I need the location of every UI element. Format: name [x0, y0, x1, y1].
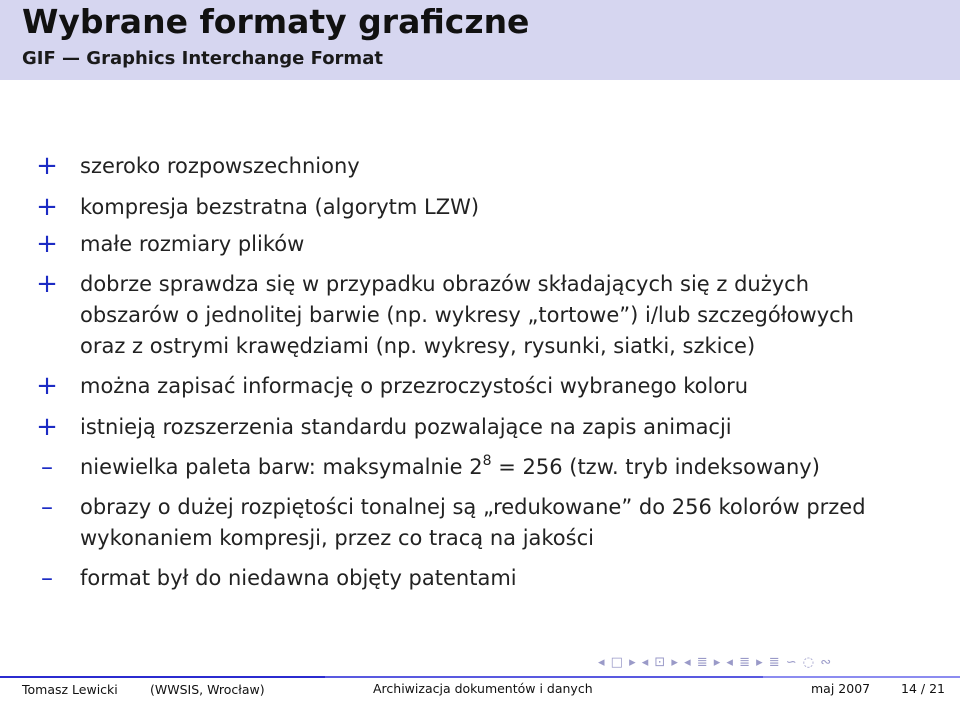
footer-date: maj 2007 [811, 681, 871, 696]
slide-footer [0, 678, 960, 700]
minus-marker-icon: – [41, 493, 53, 521]
list-item-text: format był do niedawna objęty patentami [80, 566, 517, 590]
plus-marker-icon: + [36, 371, 58, 401]
list-item-text: małe rozmiary plików [80, 232, 305, 256]
slide-subtitle: GIF — Graphics Interchange Format [22, 48, 383, 69]
footer-talk-title: Archiwizacja dokumentów i danych [373, 681, 593, 696]
footer-date-block [763, 678, 960, 700]
minus-marker-icon: – [41, 564, 53, 592]
list-item-text: szeroko rozpowszechniony [80, 154, 360, 178]
list-item [36, 192, 940, 223]
list-item-text-end: = 256 (tzw. tryb indeksowany) [491, 455, 820, 479]
list-item [41, 452, 940, 483]
list-item [36, 229, 940, 260]
list-item-text: można zapisać informację o przezroczystości wybranego koloru [80, 374, 749, 398]
list-item [36, 151, 940, 182]
footer-institution: (WWSIS, Wrocław) [150, 682, 265, 697]
plus-marker-icon: + [36, 412, 58, 442]
slide-title: Wybrane formaty graficzne [22, 2, 530, 41]
list-item [36, 412, 940, 443]
exponent: 8 [482, 453, 492, 469]
list-item-text-line-2: wykonaniem kompresji, przez co tracą na jakości [80, 526, 594, 550]
list-item-text: kompresja bezstratna (algorytm LZW) [80, 195, 480, 219]
minus-marker-icon: – [41, 453, 53, 481]
list-item [36, 269, 940, 362]
list-item-text: istnieją rozszerzenia standardu pozwalające na zapis animacji [80, 415, 732, 439]
beamer-navigation-icons[interactable]: ◂ □ ▸ ◂ ⊡ ▸ ◂ ≣ ▸ ◂ ≣ ▸ ≣ ∽ ◌ ∾ [598, 655, 833, 670]
plus-marker-icon: + [36, 229, 58, 259]
list-item [41, 492, 940, 554]
footer-author: Tomasz Lewicki [22, 682, 118, 697]
list-item-text-line-1: obrazy o dużej rozpiętości tonalnej są „redukowane” do 256 kolorów przed [80, 495, 866, 519]
footer-author-block [0, 678, 325, 701]
list-item [41, 563, 940, 594]
plus-marker-icon: + [36, 269, 58, 299]
list-item-text-line-1: dobrze sprawdza się w przypadku obrazów składających się z dużych [80, 272, 810, 296]
footer-title-block [325, 678, 763, 700]
plus-marker-icon: + [36, 192, 58, 222]
footer-page-number: 14 / 21 [901, 681, 945, 696]
list-item-text-line-2: obszarów o jednolitej barwie (np. wykresy „tortowe”) i/lub szczegółowych [80, 303, 854, 327]
list-item-text: niewielka paleta barw: maksymalnie 2 [80, 455, 483, 479]
slide-header [0, 0, 960, 80]
list-item [36, 371, 940, 402]
list-item-text-line-3: oraz z ostrymi krawędziami (np. wykresy, rysunki, siatki, szkice) [80, 334, 756, 358]
plus-marker-icon: + [36, 151, 58, 181]
